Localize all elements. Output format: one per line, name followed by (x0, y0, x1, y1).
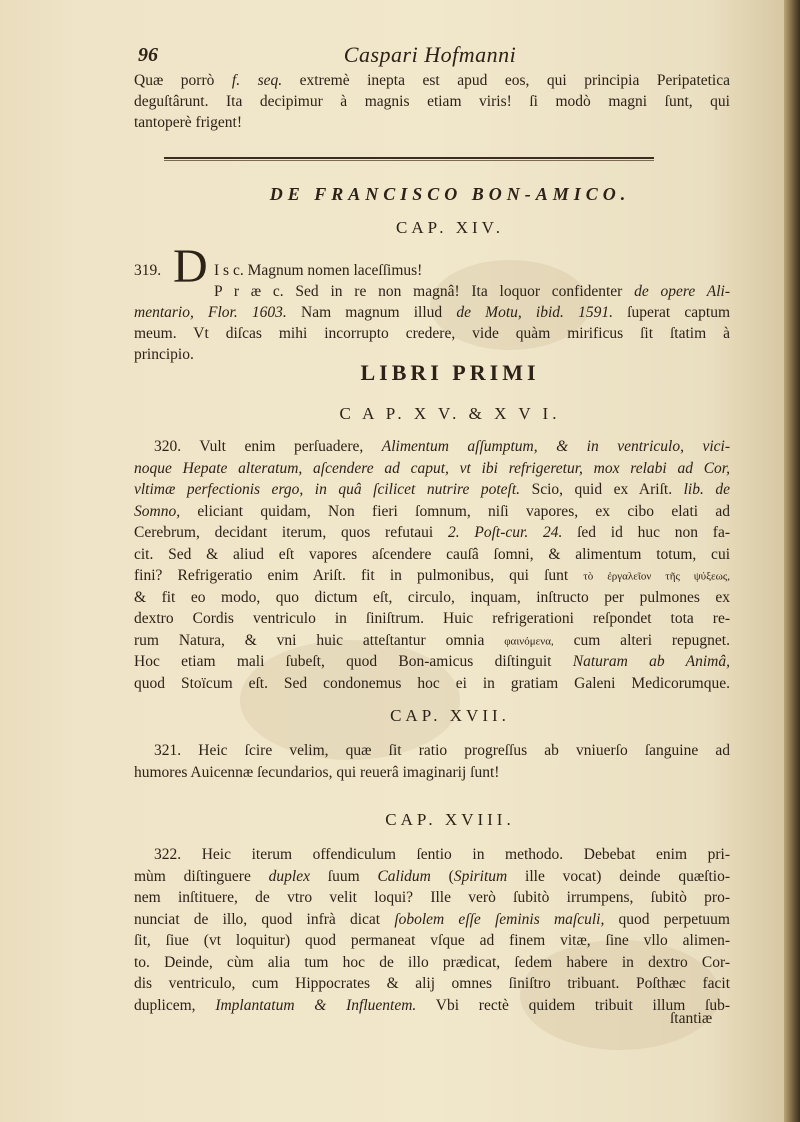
text-line (134, 675, 730, 693)
chapter-heading-18: CAP. XVIII. (385, 810, 515, 829)
text-line (134, 72, 730, 90)
paragraph-number-319: 319. (134, 262, 162, 279)
text-run: 320. Vult enim perſuadere, (154, 438, 382, 455)
text-line (134, 653, 730, 671)
text-run: de opere Ali- (634, 283, 731, 300)
text-run: Nam magnum illud (286, 304, 457, 321)
text-run: nem inſtituere, de vtro velit loqui? Ille verò ſubitò irrumpens, ſubitò pro- (134, 889, 730, 906)
text-run: vltimæ perfectionis ergo, in quâ ſcilicet nutrire poteſt. (134, 481, 521, 498)
text-run: f. seq. (231, 72, 283, 89)
text-run: meum. Vt diſcas mihi incorrupto credere, vide quàm mirificus ſit ſtatim à (134, 325, 730, 342)
text-run: Naturam ab Animâ, (572, 653, 730, 670)
text-run: duplex (268, 867, 310, 885)
text-line (134, 932, 730, 950)
text-line (134, 114, 730, 132)
text-run: Hoc etiam mali ſubeſt, quod Bon-amicus diſtinguit (134, 653, 573, 670)
book-heading: LIBRI PRIMI (360, 360, 540, 385)
text-run: de Motu, ibid. 1591. (456, 304, 613, 321)
text-line (134, 610, 730, 628)
text-run: φαινόμενα, (504, 634, 554, 647)
text-line (134, 567, 730, 585)
text-run: duplicem, (134, 996, 216, 1014)
text-run: & fit eo modo, quo dictum eſt, circulo, inquam, inſtructo per pulmones ex (134, 588, 730, 606)
text-run: dextro Cordis ventriculo in ſiniſtrum. Huic refrigerationi reſpondet tota re- (134, 610, 730, 627)
text-run: noque Hepate alteratum, aſcendere ad caput, vt ibi refrigeretur, mox relabi ad Cor, (134, 459, 730, 477)
text-line (134, 460, 730, 478)
text-line (134, 954, 730, 972)
text-run: Cerebrum, decidant iterum, quos refutaui (134, 524, 448, 541)
text-run: ( (430, 867, 454, 885)
text-line (154, 438, 730, 456)
text-line (134, 481, 730, 499)
text-run: Vbi rectè quidem tribuit illum ſub- (416, 996, 731, 1014)
text-run: Scio, quid ex Ariſt. (520, 481, 684, 498)
text-run: Calidum (377, 867, 431, 885)
text-run: ſuum (309, 867, 378, 885)
catchword: ſtantiæ (670, 1010, 713, 1027)
text-run: Quæ porrò (134, 72, 232, 89)
text-line (154, 846, 730, 864)
text-run: fini? Refrigeratio enim Ariſt. fit in pulmonibus, qui ſunt (134, 567, 584, 584)
text-line (134, 589, 730, 607)
text-run: quod perpetuum (604, 910, 730, 928)
text-run: ſit, ſiue (vt loquitur) quod permaneat vſque ad finem vitæ, ſine vllo alimen- (134, 932, 730, 949)
text-run: deguſtârunt. Ita decipimur à magnis etiam viris! ſi modò magni ſunt, qui (134, 93, 730, 110)
text-run: rum Natura, & vni huic atteſtantur omnia (134, 631, 505, 649)
text-line (134, 889, 730, 907)
text-line (134, 975, 730, 993)
dialogue-line: I s c. Magnum nomen laceſſimus! (214, 262, 423, 279)
text-run: Somno, (134, 502, 181, 520)
text-line (134, 304, 730, 322)
text-run: ſuperat captum (612, 304, 731, 321)
text-run: 322. Heic iterum offendiculum ſentio in methodo. Debebat enim pri- (154, 846, 730, 863)
text-line (134, 868, 730, 886)
text-run: cum alteri repugnet. (553, 631, 730, 649)
text-line (154, 742, 730, 760)
text-run: mentario, Flor. 1603. (134, 304, 287, 321)
text-run: mùm diſtinguere (134, 867, 269, 885)
running-head: Caspari Hofmanni (343, 42, 517, 67)
section-divider (164, 157, 654, 161)
text-line (134, 93, 730, 111)
text-run: τὸ ἐργαλεῖον τῆς ψύξεως, (583, 570, 730, 583)
page-number: 96 (138, 44, 158, 66)
text-line (134, 632, 730, 650)
text-run: quod Stoïcum eſt. Sed condonemus hoc ei in gratiam Galeni Medicorumque. (134, 674, 730, 692)
text-run: dis ventriculo, cum Hippocrates & alij omnes ſiniſtro tribuant. Poſthæc facit (134, 975, 730, 992)
text-line (134, 503, 730, 521)
text-run: P r æ c. Sed in re non magnâ! Ita loquor confidenter (214, 283, 635, 300)
text-run: Alimentum aſſumptum, & in ventriculo, vici- (381, 438, 730, 455)
text-run: lib. de (683, 481, 730, 498)
text-line (134, 546, 730, 564)
text-run: extremè inepta est apud eos, qui principia Peripatetica (282, 72, 730, 89)
chapter-heading-14: CAP. XIV. (396, 218, 504, 237)
text-line (134, 911, 730, 929)
text-run: 321. Heic ſcire velim, quæ ſit ratio progreſſus ab vniuerſo ſanguine ad (154, 742, 730, 759)
text-run: humores Auicennæ ſecundarios, qui reuerâ imaginarij ſunt! (134, 763, 500, 781)
text-run: to. Deinde, cùm alia tum hoc de illo prædicat, ſedem habere in dextro Cor- (134, 953, 730, 971)
text-line (134, 997, 730, 1015)
text-run: 2. Poſt-cur. 24. (448, 524, 563, 541)
text-run: ſobolem eſſe ſeminis maſculi, (394, 910, 605, 928)
text-run: nunciat de illo, quod infrà dicat (134, 910, 395, 928)
text-line (214, 283, 730, 301)
chapter-heading-17: CAP. XVII. (390, 706, 510, 725)
section-title: DE FRANCISCO BON-AMICO. (269, 184, 631, 204)
text-run: tantoperè frigent! (134, 114, 243, 131)
text-run: cit. Sed & aliud eſt vapores aſcendere cauſâ ſomni, & alimentum totum, cui (134, 545, 730, 563)
text-run: principio. (134, 346, 194, 363)
text-run: eliciant quidam, Non fieri ſomnum, niſi vapores, ex cibo elati ad (180, 502, 730, 520)
text-run: Spiritum (453, 867, 508, 885)
text-run: ille vocat) deinde quæſtio- (507, 867, 730, 885)
chapter-heading-15-16: C A P. X V. & X V I. (339, 404, 561, 423)
text-line (134, 764, 730, 782)
text-run: Implantatum & Influentem. (215, 996, 417, 1014)
text-run: ſed id huc non fa- (562, 524, 730, 541)
text-line (134, 325, 730, 343)
text-line (134, 524, 730, 542)
drop-cap: D (173, 240, 208, 293)
page-edge (784, 0, 800, 1122)
